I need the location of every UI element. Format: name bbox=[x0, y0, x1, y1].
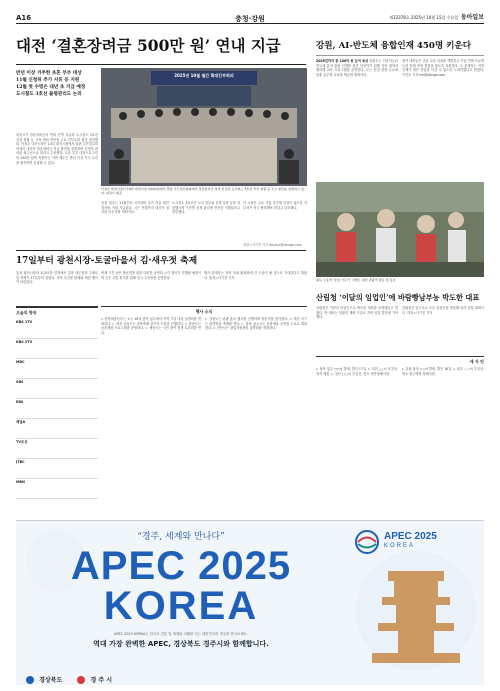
main-byline: 대전=이기진 기자 doyoce@donga.com bbox=[243, 243, 302, 247]
divider bbox=[316, 55, 484, 56]
tv-listing-row: KBS 2TV bbox=[16, 339, 98, 359]
main-headline: 대전 ‘결혼장려금 500만 원’ 연내 지급 bbox=[16, 36, 281, 55]
gyeongbuk-logo-icon bbox=[26, 676, 34, 684]
ad-korea-title: KOREA bbox=[103, 584, 259, 628]
notices-col1: ▷ 충북 청주 ○○씨 별세, 발인 17일. ▷ 대전 △△씨 모친상, 장지 세종. ▷ 천안 □□씨 부친상, 빈소 천안장례식장. bbox=[316, 367, 398, 376]
tv-listing-row: SBS bbox=[16, 379, 98, 399]
main-body-col4: 이 시장은 주요 사업 추진에 차질이 없도록 각 부서가 적극 협력해야 한다고 강조했다. bbox=[243, 201, 307, 210]
festival-body-col2: 축제 기간 동안 방문객을 위한 다양한 공연과 시식 행사가 진행될 예정이며 군은 교통 편의를 위해 임시 주차장을 운영한다. bbox=[101, 271, 201, 280]
divider bbox=[16, 250, 306, 251]
forestry-byline: 대전=이기진 기자 bbox=[407, 310, 433, 315]
page-number: A16 bbox=[16, 14, 32, 22]
ad-small-text: APEC 2025 KOREA는 한국의 전통 및 세계와 미래를 잇는 대한민국의 경주를 만나보세요. bbox=[114, 632, 248, 636]
tv-listing-row: TV조선 bbox=[16, 439, 98, 459]
right-headline: 강원, AI-반도체 융합인재 450명 키운다 bbox=[316, 41, 472, 51]
events-col2: ▷ 강원도는 관광 홍보 행사를 진행하며 방문객을 맞이한다. ▷ 대전 서구는 평생학습 축제를 연다. ▷ 충북 청주시는 문화예술 공연을 무료로 개최한다. ▷ 천안시는 창업지원센터 설명회를 개최한다. bbox=[205, 317, 307, 331]
main-body-col3: 도시철도 3호선은 노선 검토와 설계 일정 등을 점검했으며 구간별 공정 관리에 만전을 기해달라고 당부했다. bbox=[172, 201, 240, 215]
main-subheads bbox=[16, 70, 98, 98]
right-photo-caption: 충북 오송역 ‘물결 가꾸기’ 이벤트 대만 관광객 방문 및 홍보 bbox=[316, 278, 396, 282]
tv-listing-rows bbox=[16, 319, 98, 499]
forestry-headline: 산림청 ‘이달의 임업인’에 바람빵남부농 박도한 대표 bbox=[316, 293, 480, 302]
apec-emblem bbox=[354, 527, 474, 557]
tv-listing-row: JTBC bbox=[16, 459, 98, 479]
ad-note: 역대 가장 완벽한 APEC, 경상북도 경주시와 함께합니다. bbox=[93, 640, 269, 648]
tv-listing-row: KBS 1TV bbox=[16, 319, 98, 339]
subhead: 11월 신청뒤 추가 서류 등 지원 bbox=[16, 78, 80, 83]
tv-listing-row: MBN bbox=[16, 479, 98, 499]
section-title: 충청·강원 bbox=[235, 15, 265, 23]
emblem-title: APEC 2025 bbox=[384, 531, 437, 542]
right-body-col1: 2025년까지 총 100억 원 들여 육성 강원도는 인공지능과 반도체 분야 융합 인재를 집중 양성하기 위해 지역 대학과 협력해 교육 프로그램을 운영한다. 도는 산업 현장 수요에 맞춘 실무형 교육을 제공할 계획이다. bbox=[316, 59, 398, 77]
notices-col2: ▷ 강원 춘천 ◇◇씨 별세, 발인 16일. ▷ 원주 ☆☆씨 부친상, 빈소 원주병원 장례식장. bbox=[402, 367, 484, 376]
events-box bbox=[101, 306, 307, 511]
sponsor-gyeongju: 경 주 시 bbox=[90, 677, 113, 684]
main-body-col1: 대전시가 결혼장려금의 연내 전액 지급과 도시철도 3호선 건설 현황 등 시정 핵심 현안을 주요 간부들과 집중 점검했다. 이장우 대전시장은 14일 대전시청에서 열린 주간업무회의에서 대전의 결혼장려금 지급 방안을 설명하며 신청자 편의를 최우선으로 달라고 주문했다. 초혼 부부 대상으로 1인당 250만 원씩 지원하는 이번 제도는 반년 이상 거주 요건을 충족하면 신청할 수 있다. bbox=[16, 133, 98, 165]
notices-title: 세 사 안 bbox=[469, 359, 484, 364]
page-date: 제32378호 2025년 10월 15일 수요일 동아일보 bbox=[389, 14, 484, 21]
ad-tagline: “경주, 세계와 만나다” bbox=[137, 532, 225, 542]
subhead: 12월 첫 수령은 내년 초 지급 예정 bbox=[16, 85, 86, 90]
ad-apec-title: APEC 2025 bbox=[70, 544, 292, 588]
emblem-sub: KOREA bbox=[384, 543, 416, 549]
subhead: 반년 이상 거주한 초혼 부부 대상 bbox=[16, 71, 82, 76]
right-byline: 이인모 기자 lim@donga.com bbox=[402, 72, 446, 77]
tv-listing-row: MBC bbox=[16, 359, 98, 379]
newspaper-logo: 동아일보 bbox=[460, 14, 484, 21]
meeting-photo bbox=[101, 68, 307, 186]
notices-box bbox=[316, 356, 484, 511]
forestry-body-col1: 산림청은 이달의 임업인으로 박도한 대표를 선정했다고 밝혔다. 박 대표는 친환경 재배 기술로 지역 임업 발전에 기여했다. bbox=[316, 306, 398, 320]
sponsor-logos bbox=[26, 669, 146, 683]
main-photo bbox=[101, 68, 307, 186]
page-header bbox=[16, 14, 484, 24]
tv-listing-row: EBS bbox=[16, 399, 98, 419]
festival-headline: 17일부터 광천시장-토굴마을서 김·새우젓 축제 bbox=[16, 256, 198, 266]
crowd-photo bbox=[316, 182, 484, 277]
apec-advertisement bbox=[16, 520, 484, 685]
events-col1: ▷ 충북세종본부는 오는 16일 충북 청주에서 지역 기업 대상 설명회를 개최한다. ▷ 대전 유성구는 과학축제 참가자 모집을 진행한다. ▷ 충남도는 농촌체험 프로그램을 운영한다. ▷ 세종시는 시민 참여 정책 토론회를 연다. bbox=[101, 317, 201, 335]
festival-photo bbox=[316, 182, 484, 277]
festival-byline: 홍성=이기진 기자 bbox=[209, 275, 235, 280]
tv-listing-box bbox=[16, 306, 98, 511]
forestry-body-col2: 산림청은 앞으로도 우수 임업인을 발굴해 널리 알릴 계획이다. 대전=이기진 기자 bbox=[402, 306, 484, 315]
gyeongju-logo-icon bbox=[77, 676, 85, 684]
events-title: 행사 소식 bbox=[195, 309, 213, 314]
photo-banner-text: 2025년 10월 월간 확대간부회의 bbox=[174, 73, 234, 78]
apec-logo-icon bbox=[354, 529, 380, 555]
tv-listing-title: 오늘의 방송 bbox=[16, 310, 37, 315]
tv-listing-row: 채널A bbox=[16, 419, 98, 439]
main-body-col2: 신청 접수는 11월부터 시작하며 추가 서류 확인 절차를 거쳐 지급된다. 시는 연말까지 대상자 심사를 마무리할 계획이다. bbox=[101, 201, 169, 215]
sponsor-gyeongbuk: 경상북도 bbox=[39, 677, 63, 684]
divider bbox=[16, 64, 306, 65]
subhead: 도시철도 3호선 불평관리도 논의 bbox=[16, 92, 82, 97]
festival-body: 홍성 광천시장과 토굴마을 일대에서 김과 새우젓을 주제로 한 축제가 17일부터 열린다. 지역 특산물 판매와 체험 행사가 마련된다. bbox=[16, 271, 98, 285]
main-photo-caption: 이장우 대전시장이 14일 대전시청 대회의실에서 열린 주간업무회의에서 결혼장려금 정책 지급과 도시철도 3호선 추진 현황 등 주요 현안을 설명하고 있다. 대전시 제공 bbox=[101, 187, 304, 196]
right-body-col2: 참여 대학들은 공동 교육 과정을 개발하고 기업 연계 프로젝트를 통해 현장 경험을 쌓도록 지원한다. 도 관계자는 지역 인재가 첨단 산업을 이끌 수 있도록 노력하겠다고 밝혔다. 이인모 기자 lim@donga.com bbox=[402, 59, 484, 77]
festival-body-col3: 행사 관계자는 지역 상권 활성화에 큰 도움이 될 것으로 기대한다고 밝혔다. 홍성=이기진 기자 bbox=[204, 271, 307, 280]
